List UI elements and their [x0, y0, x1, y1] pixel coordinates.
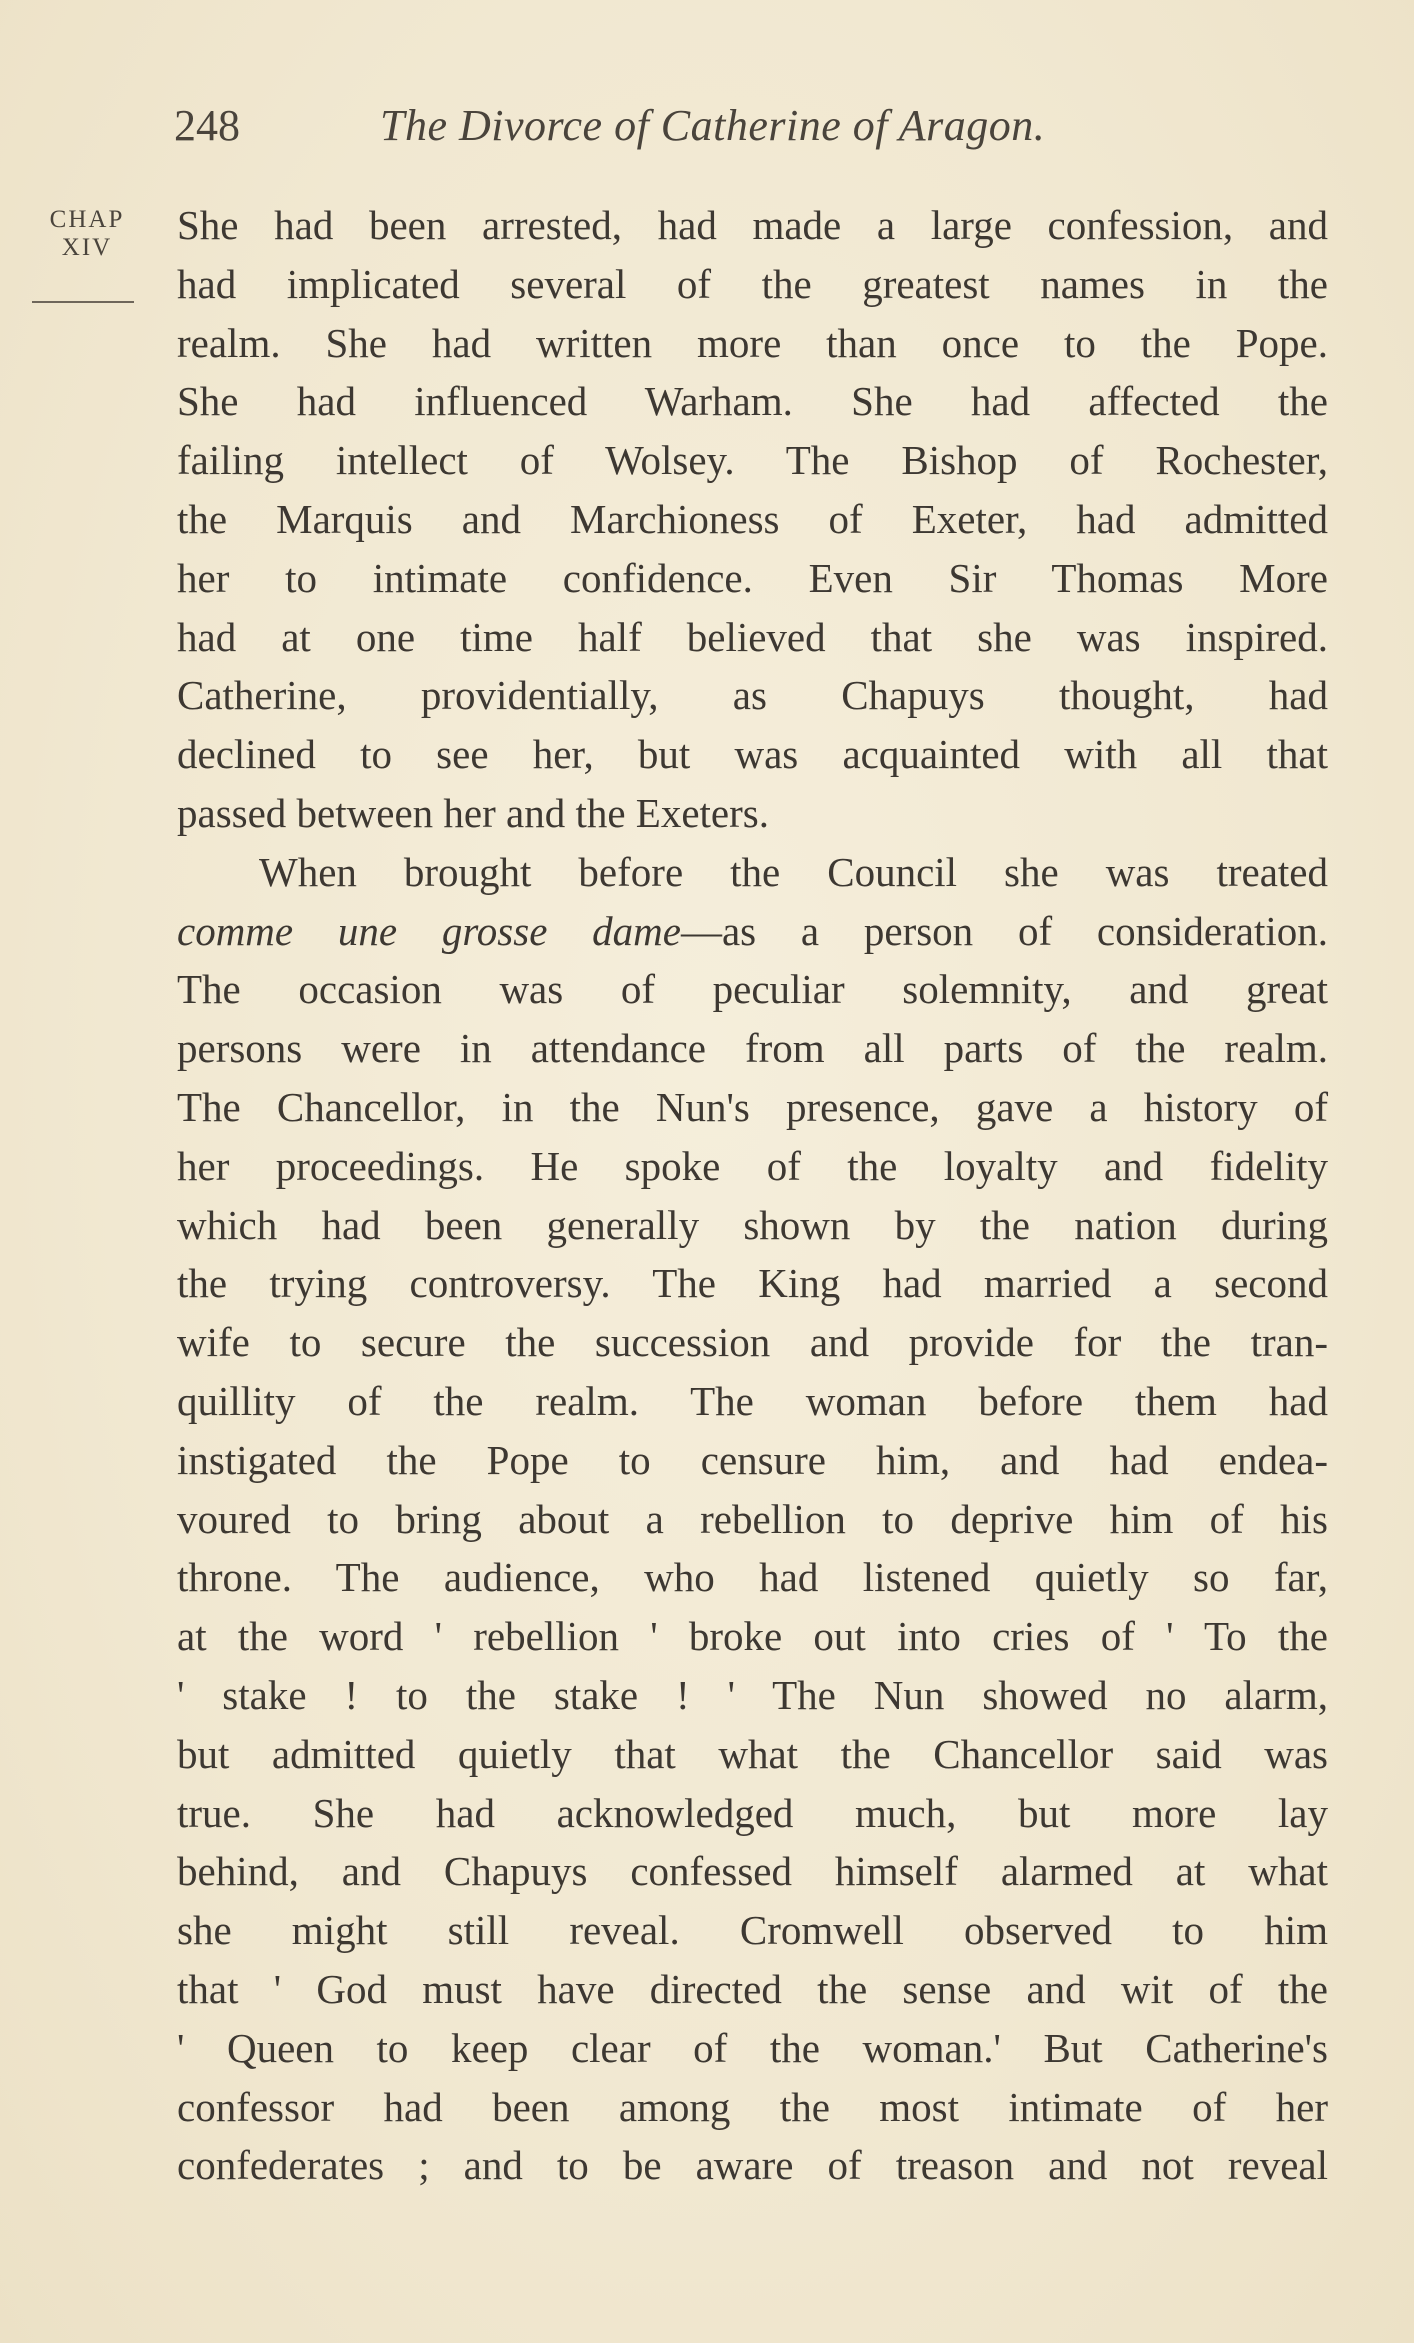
chapter-margin-note — [32, 206, 142, 262]
text-line-italic-phrase — [177, 902, 1328, 961]
text-line: throne. The audience, who had listened quietly so far, — [177, 1554, 1328, 1601]
text-line: she might still reveal. Cromwell observed to him — [177, 1907, 1328, 1954]
text-line: her to intimate confidence. Even Sir Thomas More — [177, 554, 1328, 601]
chapter-number: XIV — [61, 234, 113, 261]
italic-phrase: comme une grosse dame — [177, 907, 681, 954]
text-line: her proceedings. He spoke of the loyalty and fidelity — [177, 1142, 1328, 1189]
text-line: ' Queen to keep clear of the woman.' But Catherine's — [177, 2024, 1328, 2071]
text-line: the trying controversy. The King had married a second — [177, 1260, 1328, 1307]
text-line: confederates ; and to be aware of treason and not reveal — [177, 2142, 1328, 2189]
text-line: quillity of the realm. The woman before them had — [177, 1377, 1328, 1424]
running-head — [174, 96, 1334, 156]
text-line: realm. She had written more than once to the Pope. — [177, 319, 1328, 366]
text-line: She had influenced Warham. She had affected the — [177, 378, 1328, 425]
chapter-label: CHAP — [49, 206, 125, 233]
text-line: but admitted quietly that what the Chancellor said was — [177, 1730, 1328, 1777]
body-text — [177, 196, 1328, 2195]
text-line: ' stake ! to the stake ! ' The Nun showed no alarm, — [177, 1671, 1328, 1718]
italic-phrase-continuation: —as a person of consideration. — [680, 907, 1329, 954]
text-line: failing intellect of Wolsey. The Bishop of Rochester, — [177, 437, 1328, 484]
text-line: instigated the Pope to censure him, and had endea- — [177, 1436, 1328, 1483]
text-line: voured to bring about a rebellion to deprive him of his — [177, 1495, 1328, 1542]
running-title: The Divorce of Catherine of Aragon. — [380, 101, 1046, 150]
text-line: passed between her and the Exeters. — [177, 789, 769, 836]
text-line: true. She had acknowledged much, but more lay — [177, 1789, 1328, 1836]
text-line: had at one time half believed that she was inspired. — [177, 613, 1328, 660]
text-line: persons were in attendance from all parts of the realm. — [177, 1025, 1328, 1072]
text-line: which had been generally shown by the nation during — [177, 1201, 1328, 1248]
text-line: When brought before the Council she was treated — [259, 848, 1328, 895]
text-line: The occasion was of peculiar solemnity, and great — [177, 966, 1328, 1013]
page-number: 248 — [174, 101, 240, 150]
text-line: confessor had been among the most intimate of her — [177, 2083, 1328, 2130]
text-line: behind, and Chapuys confessed himself alarmed at what — [177, 1848, 1328, 1895]
text-line: that ' God must have directed the sense and wit of the — [177, 1965, 1328, 2012]
text-line: had implicated several of the greatest names in the — [177, 260, 1328, 307]
text-line: She had been arrested, had made a large confession, and — [177, 202, 1328, 248]
text-line: wife to secure the succession and provide for the tran- — [177, 1319, 1328, 1366]
text-line: at the word ' rebellion ' broke out into cries of ' To the — [177, 1613, 1328, 1660]
text-line: Catherine, providentially, as Chapuys thought, had — [177, 672, 1328, 719]
text-line: declined to see her, but was acquainted with all that — [177, 731, 1328, 778]
text-line: The Chancellor, in the Nun's presence, gave a history of — [177, 1083, 1328, 1130]
margin-rule — [32, 301, 134, 303]
text-line: the Marquis and Marchioness of Exeter, had admitted — [177, 495, 1328, 542]
